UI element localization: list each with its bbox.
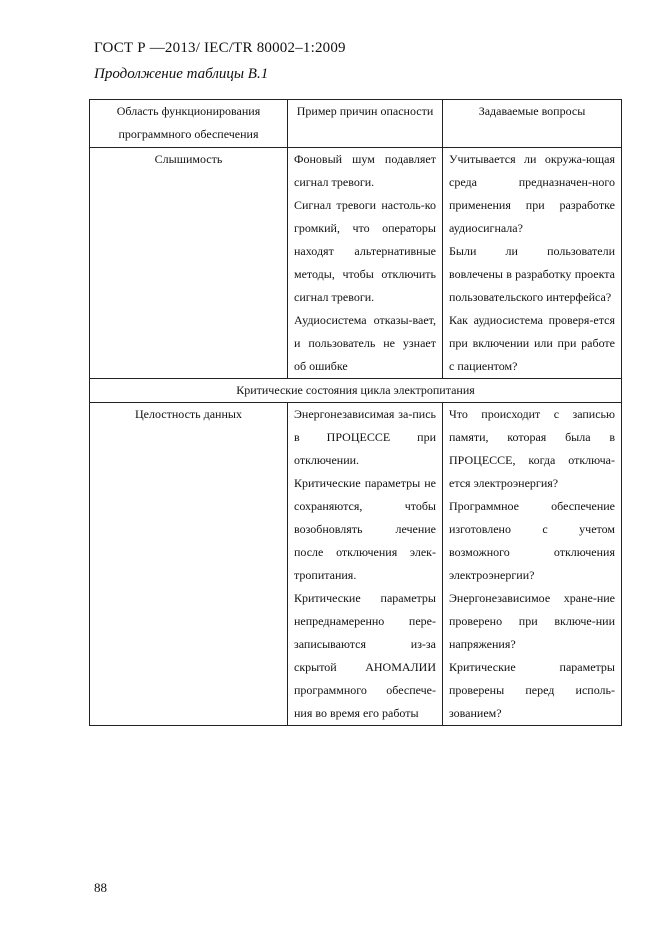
column-header-questions: Задаваемые вопросы [443, 100, 622, 148]
question-text: Были ли пользователи вовлечены в разработку проекта пользовательского интерфейса? [449, 244, 615, 304]
questions-cell [443, 403, 622, 726]
hazard-table [89, 99, 622, 726]
cause-text: Критические параметры непреднамеренно пере-записываются из-за скрытой АНОМАЛИИ программного обеспече-ния во время его работы [294, 591, 436, 720]
document-standard-title: ГОСТ Р —2013/ IEC/TR 80002–1:2009 [94, 40, 346, 56]
question-text: Энергонезависимое хране-ние проверено при включе-нии напряжения? [449, 591, 615, 651]
cause-text: Критические параметры не сохраняются, чтобы возобновлять лечение после отключения элек-тропитания. [294, 476, 436, 582]
cause-text: Фоновый шум подавляет сигнал тревоги. [294, 152, 436, 189]
group-heading: Критические состояния цикла электропитания [90, 379, 622, 403]
question-text: Учитывается ли окружа-ющая среда предназначен-ного применения при разработке аудиосигнала? [449, 152, 615, 235]
question-text: Как аудиосистема проверя-ется при включении или при работе с пациентом? [449, 313, 615, 373]
column-header-area: Область функционирования программного обеспечения [90, 100, 288, 148]
cause-text: Аудиосистема отказы-вает, и пользователь не узнает об ошибке [294, 313, 436, 373]
table-continuation-caption: Продолжение таблицы В.1 [94, 66, 269, 82]
questions-cell [443, 148, 622, 379]
cause-text: Сигнал тревоги настоль-ко громкий, что операторы находят альтернативные методы, чтобы отключить сигнал тревоги. [294, 198, 436, 304]
causes-cell [288, 148, 443, 379]
area-cell: Слышимость [90, 148, 288, 379]
question-text: Программное обеспечение изготовлено с учетом возможного отключения электроэнергии? [449, 499, 615, 582]
column-header-causes: Пример причин опасности [288, 100, 443, 148]
table-row [90, 148, 622, 379]
table-row [90, 403, 622, 726]
page-number: 88 [94, 880, 107, 895]
group-heading-row [90, 379, 622, 403]
causes-cell [288, 403, 443, 726]
area-cell: Целостность данных [90, 403, 288, 726]
cause-text: Энергонезависимая за-пись в ПРОЦЕССЕ при отключении. [294, 407, 436, 467]
table-header-row [90, 100, 622, 148]
question-text: Что происходит с записью памяти, которая была в ПРОЦЕССЕ, когда отключа-ется электроэнергия? [449, 407, 615, 490]
question-text: Критические параметры проверены перед исполь-зованием? [449, 660, 615, 720]
